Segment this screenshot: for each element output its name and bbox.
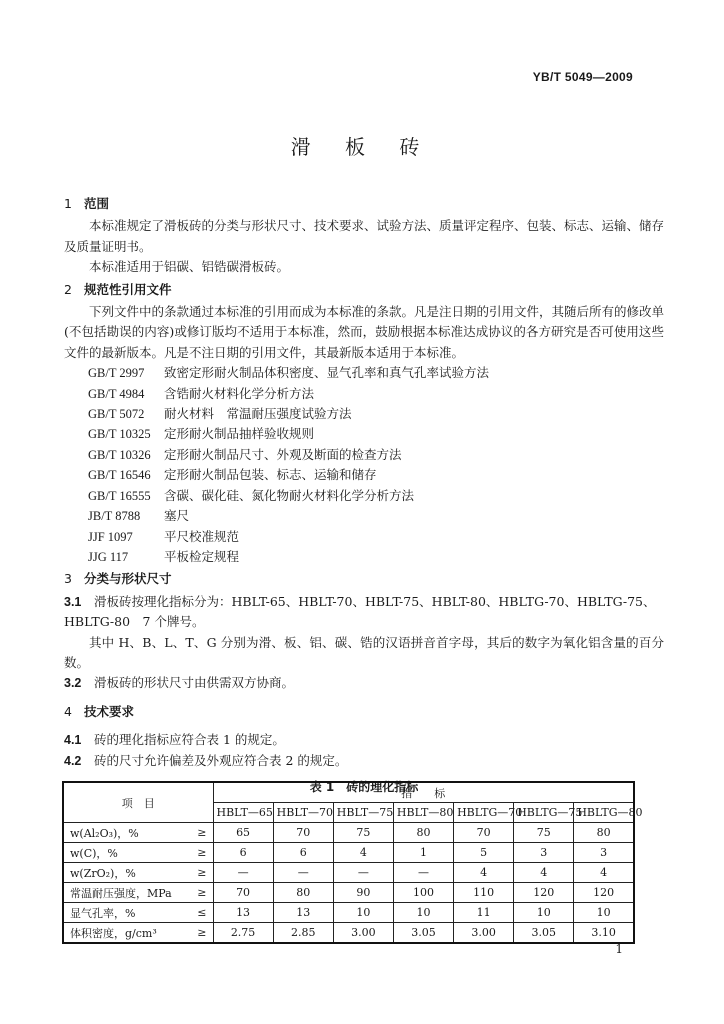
reference-code: JB/T 8788 xyxy=(88,509,141,524)
reference-title: 耐火材料 常温耐压强度试验方法 xyxy=(164,406,352,422)
value-cell: 120 xyxy=(514,883,574,903)
reference-item xyxy=(64,363,664,383)
reference-title: 塞尺 xyxy=(164,508,190,524)
section-title: 范围 xyxy=(84,196,110,211)
table-row xyxy=(63,903,634,923)
value-cell: 80 xyxy=(574,823,634,843)
comparison-operator: ≥ xyxy=(191,883,213,903)
clause-text: 砖的理化指标应符合表 1 的规定。 xyxy=(94,732,285,748)
value-cell: 80 xyxy=(273,883,333,903)
document-body xyxy=(64,192,664,801)
reference-code: GB/T 4984 xyxy=(88,386,145,401)
section-3-heading xyxy=(64,569,664,589)
section-4-heading xyxy=(64,702,664,722)
properties-table xyxy=(62,781,643,944)
value-cell: 13 xyxy=(273,903,333,923)
value-cell: 4 xyxy=(333,843,393,863)
value-cell: 120 xyxy=(574,883,634,903)
value-cell: 65 xyxy=(213,823,273,843)
reference-title: 平尺校准规范 xyxy=(164,528,240,544)
value-cell: 3.00 xyxy=(454,923,514,944)
clause-number: 4.2 xyxy=(64,753,82,768)
table-body xyxy=(63,823,634,944)
value-cell: — xyxy=(333,863,393,883)
value-cell: 1 xyxy=(393,843,453,863)
value-cell: 10 xyxy=(574,903,634,923)
section-number: 4 xyxy=(64,703,72,719)
property-name: 常温耐压强度，MPa xyxy=(63,883,191,903)
reference-item xyxy=(64,547,664,567)
grade-header: HBLT—65 xyxy=(213,803,273,823)
value-cell: 4 xyxy=(574,863,634,883)
reference-item xyxy=(64,465,664,485)
value-cell: 100 xyxy=(393,883,453,903)
reference-item xyxy=(64,424,664,444)
reference-code: GB/T 5072 xyxy=(88,407,145,422)
reference-code: GB/T 10326 xyxy=(88,447,151,462)
table-caption: 表 1 砖的理化指标 xyxy=(309,779,419,794)
property-name: 显气孔率，% xyxy=(63,903,191,923)
value-cell: 110 xyxy=(454,883,514,903)
value-cell: 70 xyxy=(213,883,273,903)
value-cell: 75 xyxy=(514,823,574,843)
reference-title: 定形耐火制品抽样验收规则 xyxy=(164,426,315,442)
value-cell: 3 xyxy=(514,843,574,863)
clause-4-2 xyxy=(64,751,664,771)
value-cell: — xyxy=(393,863,453,883)
reference-item xyxy=(64,445,664,465)
clause-text: 滑板砖的形状尺寸由供需双方协商。 xyxy=(94,675,295,691)
index-header: 指 标 xyxy=(213,782,634,803)
property-name: 体积密度，g/cm³ xyxy=(63,923,191,944)
section-number: 2 xyxy=(64,281,72,297)
reference-code: GB/T 16546 xyxy=(88,468,151,483)
page-title: 滑 板 砖 xyxy=(290,135,434,159)
reference-code: GB/T 10325 xyxy=(88,427,151,442)
paragraph: 下列文件中的条款通过本标准的引用而成为本标准的条款。凡是注日期的引用文件，其随后所有的修改单(不包括勘误的内容)或修订版均不适用于本标准，然而，鼓励根据本标准达成协议的各方研究是否可使用这些文件的最新版本。凡是不注日期的引用文件，其最新版本适用于本标准。 xyxy=(64,304,665,360)
standard-code: YB/T 5049—2009 xyxy=(532,70,633,84)
comparison-operator: ≥ xyxy=(191,863,213,883)
value-cell: 3 xyxy=(574,843,634,863)
table-row xyxy=(63,863,634,883)
reference-item xyxy=(64,486,664,506)
reference-item xyxy=(64,404,664,424)
value-cell: 2.85 xyxy=(273,923,333,944)
section-number: 1 xyxy=(64,196,72,211)
value-cell: 10 xyxy=(333,903,393,923)
grade-header: HBLTG—80 xyxy=(574,803,634,823)
table-row xyxy=(63,823,634,843)
section-1-heading xyxy=(64,194,664,214)
reference-title: 平板检定规程 xyxy=(164,548,240,564)
paragraph: 本标准适用于铝碳、铝锆碳滑板砖。 xyxy=(89,259,290,275)
reference-item xyxy=(64,527,664,547)
clause-text: 滑板砖按理化指标分为：HBLT-65、HBLT-70、HBLT-75、HBLT-80、HBLTG-70、HBLTG-75、HBLTG-80 7 个牌号。 xyxy=(64,593,656,630)
value-cell: 6 xyxy=(213,843,273,863)
reference-title: 定形耐火制品包装、标志、运输和储存 xyxy=(164,467,377,483)
reference-title: 致密定形耐火制品体积密度、显气孔率和真气孔率试验方法 xyxy=(164,365,490,381)
item-header: 项 目 xyxy=(63,782,213,823)
value-cell: 70 xyxy=(454,823,514,843)
reference-title: 定形耐火制品尺寸、外观及断面的检查方法 xyxy=(164,446,402,462)
reference-code: JJF 1097 xyxy=(88,529,133,544)
paragraph: 本标准规定了滑板砖的分类与形状尺寸、技术要求、试验方法、质量评定程序、包装、标志、运输、储存及质量证明书。 xyxy=(64,218,665,254)
reference-code: GB/T 16555 xyxy=(88,488,151,503)
value-cell: 10 xyxy=(514,903,574,923)
reference-list xyxy=(64,363,664,567)
section-title: 技术要求 xyxy=(84,703,135,719)
value-cell: 13 xyxy=(213,903,273,923)
comparison-operator: ≥ xyxy=(191,843,213,863)
value-cell: 10 xyxy=(393,903,453,923)
grade-header: HBLTG—75 xyxy=(514,803,574,823)
reference-title: 含碳、碳化硅、氮化物耐火材料化学分析方法 xyxy=(164,487,415,503)
section-number: 3 xyxy=(64,571,72,587)
clause-4-1 xyxy=(64,730,664,750)
comparison-operator: ≤ xyxy=(191,903,213,923)
table-row xyxy=(63,923,634,944)
table-row xyxy=(63,843,634,863)
clause-number: 4.1 xyxy=(64,733,82,748)
value-cell: 3.05 xyxy=(393,923,453,944)
grade-header: HBLT—75 xyxy=(333,803,393,823)
value-cell: 80 xyxy=(393,823,453,843)
value-cell: 70 xyxy=(273,823,333,843)
clause-text: 砖的尺寸允许偏差及外观应符合表 2 的规定。 xyxy=(94,752,348,768)
page-number: 1 xyxy=(615,942,623,956)
reference-code: JJG 117 xyxy=(88,549,129,564)
value-cell: 3.10 xyxy=(574,923,634,944)
value-cell: 4 xyxy=(514,863,574,883)
table-row xyxy=(63,883,634,903)
comparison-operator: ≥ xyxy=(191,923,213,944)
reference-item xyxy=(64,506,664,526)
property-name: w(ZrO₂)，% xyxy=(63,863,191,883)
value-cell: — xyxy=(213,863,273,883)
value-cell: 5 xyxy=(454,843,514,863)
section-title: 规范性引用文件 xyxy=(84,281,172,297)
section-2-heading xyxy=(64,280,664,300)
value-cell: 3.05 xyxy=(514,923,574,944)
grade-header: HBLT—80 xyxy=(393,803,453,823)
value-cell: 6 xyxy=(273,843,333,863)
property-name: w(Al₂O₃)，% xyxy=(63,823,191,843)
value-cell: 3.00 xyxy=(333,923,393,944)
grade-header: HBLT—70 xyxy=(273,803,333,823)
comparison-operator: ≥ xyxy=(191,823,213,843)
clause-number: 3.1 xyxy=(64,594,82,609)
reference-code: GB/T 2997 xyxy=(88,366,145,381)
value-cell: — xyxy=(273,863,333,883)
value-cell: 4 xyxy=(454,863,514,883)
value-cell: 75 xyxy=(333,823,393,843)
section-title: 分类与形状尺寸 xyxy=(84,571,172,587)
clause-3-2 xyxy=(64,673,664,693)
value-cell: 2.75 xyxy=(213,923,273,944)
reference-title: 含锆耐火材料化学分析方法 xyxy=(164,385,315,401)
reference-item xyxy=(64,384,664,404)
paragraph: 其中 H、B、L、T、G 分别为滑、板、铝、碳、锆的汉语拼音首字母，其后的数字为氧化铝含量的百分数。 xyxy=(64,634,664,670)
value-cell: 11 xyxy=(454,903,514,923)
property-name: w(C)，% xyxy=(63,843,191,863)
grade-header: HBLTG—70 xyxy=(454,803,514,823)
clause-3-1 xyxy=(64,592,664,633)
clause-number: 3.2 xyxy=(64,676,82,691)
value-cell: 90 xyxy=(333,883,393,903)
